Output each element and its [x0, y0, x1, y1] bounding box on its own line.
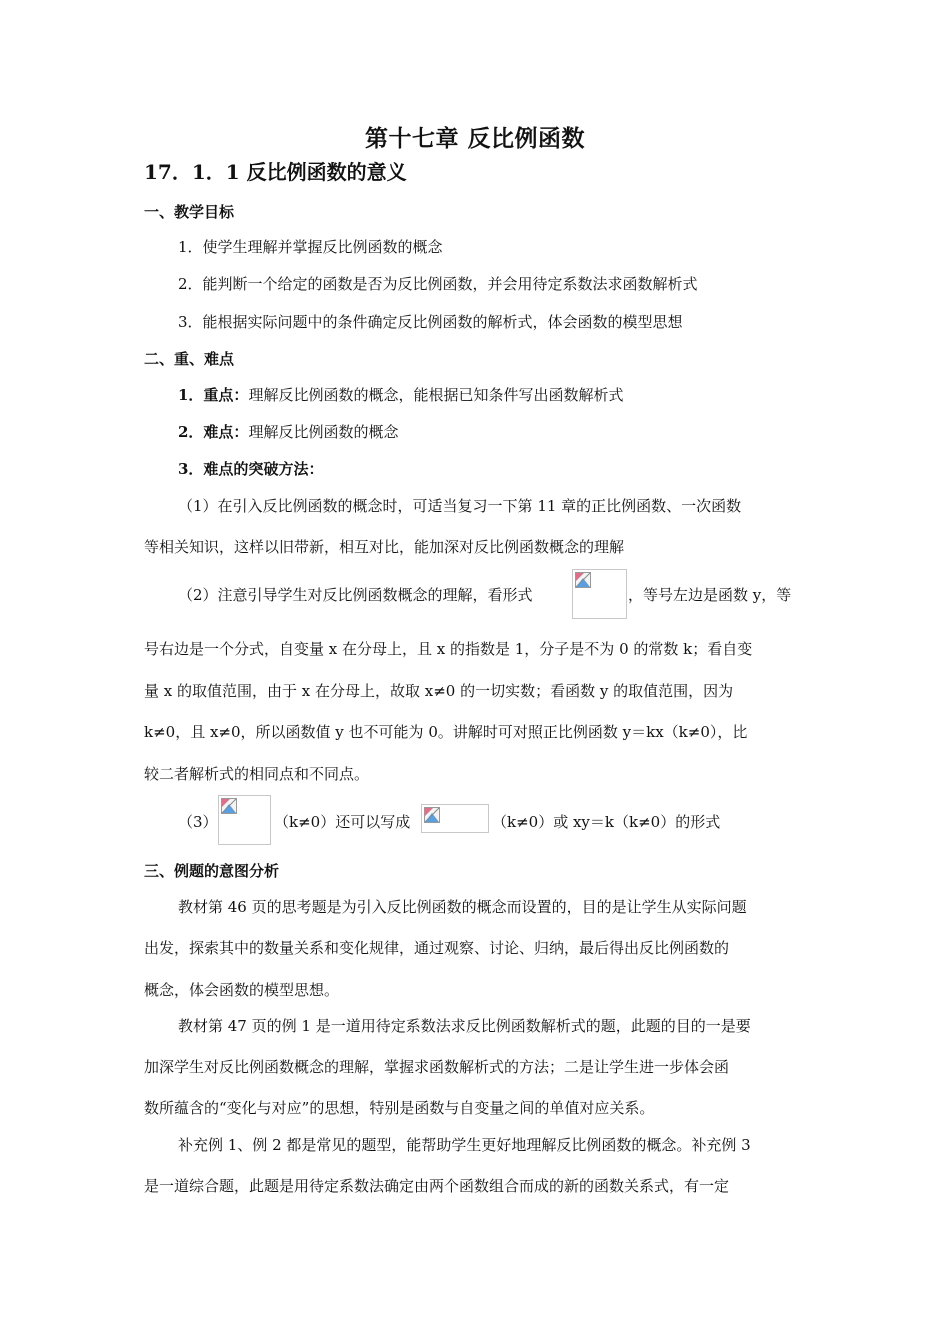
formula-image-placeholder	[218, 795, 271, 845]
paragraph-line: ，等号左边是函数 y，等	[628, 586, 792, 604]
paragraph-line: （2）注意引导学生对反比例函数概念的理解，看形式	[178, 586, 533, 604]
breakthrough-heading: 3．难点的突破方法：	[178, 460, 324, 478]
key-point-text: 理解反比例函数的概念，能根据已知条件写出函数解析式	[248, 386, 624, 404]
paragraph-line: （k≠0）还可以写成	[274, 813, 411, 831]
broken-image-icon	[575, 572, 591, 588]
goal-item: 1．使学生理解并掌握反比例函数的概念	[178, 238, 443, 256]
paragraph-line: 补充例 1、例 2 都是常见的题型，能帮助学生更好地理解反比例函数的概念。补充例 3	[178, 1136, 751, 1154]
difficulty-text: 理解反比例函数的概念	[248, 423, 399, 441]
chapter-title: 第十七章 反比例函数	[364, 125, 585, 152]
paragraph-line: （3）	[178, 813, 218, 831]
key-point	[178, 384, 623, 405]
paragraph-line: 教材第 46 页的思考题是为引入反比例函数的概念而设置的，目的是让学生从实际问题	[178, 898, 747, 916]
goal-item: 2．能判断一个给定的函数是否为反比例函数，并会用待定系数法求函数解析式	[178, 275, 698, 293]
heading-example-analysis: 三、例题的意图分析	[144, 862, 280, 880]
heading-teaching-goals: 一、教学目标	[144, 203, 235, 221]
paragraph-line: 是一道综合题，此题是用待定系数法确定由两个函数组合而成的新的函数关系式，有一定	[144, 1177, 730, 1195]
broken-image-icon	[424, 807, 440, 823]
difficulty-label: 2．难点：	[178, 423, 249, 441]
paragraph-line: 出发，探索其中的数量关系和变化规律，通过观察、讨论、归纳，最后得出反比例函数的	[144, 939, 730, 957]
paragraph-line: （k≠0）或 xy＝k（k≠0）的形式	[492, 813, 721, 831]
goal-item: 3．能根据实际问题中的条件确定反比例函数的解析式，体会函数的模型思想	[178, 313, 683, 331]
paragraph-line: k≠0，且 x≠0，所以函数值 y 也不可能为 0。讲解时可对照正比例函数 y＝kx（k≠0），比	[144, 723, 748, 741]
paragraph-line: 等相关知识，这样以旧带新，相互对比，能加深对反比例函数概念的理解	[144, 538, 625, 556]
difficulty-point	[178, 421, 398, 442]
paragraph-line: 数所蕴含的“变化与对应”的思想，特别是函数与自变量之间的单值对应关系。	[144, 1099, 655, 1117]
paragraph-line: 号右边是一个分式，自变量 x 在分母上，且 x 的指数是 1，分子是不为 0 的常数 k；看自变	[144, 640, 753, 658]
paragraph-line: （1）在引入反比例函数的概念时，可适当复习一下第 11 章的正比例函数、一次函数	[178, 497, 742, 515]
section-title: 17．1．1 反比例函数的意义	[144, 160, 407, 184]
paragraph-line: 较二者解析式的相同点和不同点。	[144, 765, 370, 783]
paragraph-line: 加深学生对反比例函数概念的理解，掌握求函数解析式的方法；二是让学生进一步体会函	[144, 1058, 730, 1076]
formula-image-placeholder	[421, 804, 489, 833]
heading-key-points: 二、重、难点	[144, 350, 235, 368]
formula-image-placeholder	[572, 569, 627, 619]
broken-image-icon	[221, 798, 237, 814]
paragraph-line: 量 x 的取值范围，由于 x 在分母上，故取 x≠0 的一切实数；看函数 y 的取值范围，因为	[144, 682, 734, 700]
key-point-label: 1．重点：	[178, 386, 249, 404]
paragraph-line: 教材第 47 页的例 1 是一道用待定系数法求反比例函数解析式的题，此题的目的一是要	[178, 1017, 751, 1035]
paragraph-line: 概念，体会函数的模型思想。	[144, 981, 340, 999]
